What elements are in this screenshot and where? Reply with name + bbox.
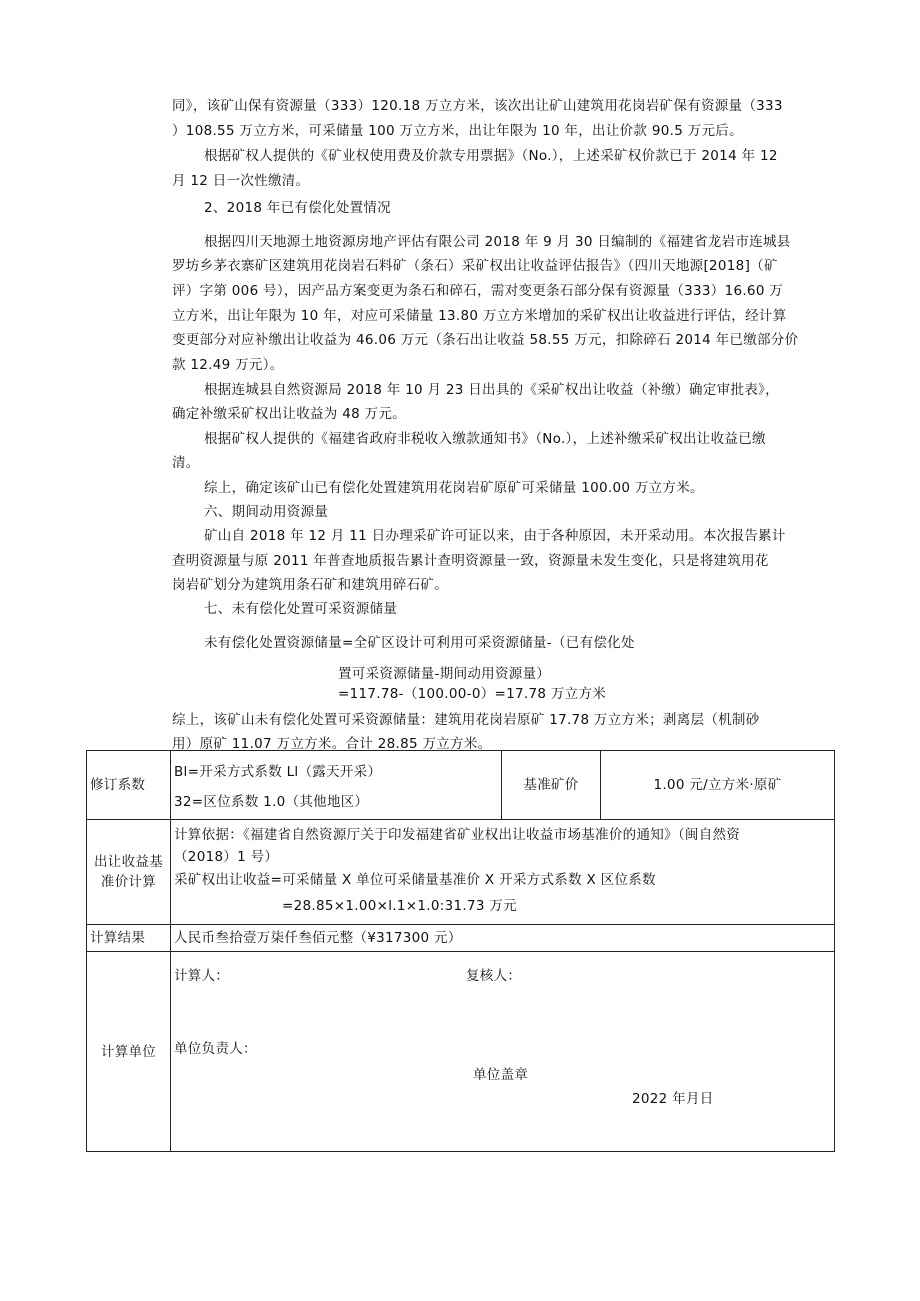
paragraph-line: 评）字第 006 号），因产品方案变更为条石和碎石，需对变更条石部分保有资源量（333）16.60 万 <box>172 283 784 299</box>
seal-label: 单位盖章 <box>473 1067 529 1083</box>
paragraph-line: 根据矿权人提供的《矿业权使用费及价款专用票据》（No.），上述采矿权价款已于 2014 年 12 <box>204 148 778 164</box>
paragraph-line: 用）原矿 11.07 万立方米。合计 28.85 万立方米。 <box>172 736 492 752</box>
calc-result-label: 计算结果 <box>87 925 171 952</box>
paragraph-line: 综上，该矿山未有偿化处置可采资源储量：建筑用花岗岩原矿 17.78 万立方米；剥离层（机制砂 <box>172 712 760 728</box>
calc-result-line: =28.85×1.00×l.1×1.0:31.73 万元 <box>282 898 517 914</box>
paragraph-line: 矿山自 2018 年 12 月 11 日办理采矿许可证以来，由于各种原因，未开采动用。本次报告累计 <box>204 528 786 544</box>
mining-method-coef: Bl=开采方式系数 Ll（露天开采） <box>174 764 382 780</box>
base-price-value: 1.00 元/立方米·原矿 <box>601 751 835 820</box>
paragraph-line: 查明资源量与原 2011 年普查地质报告累计查明资源量一致，资源量未发生变化，只是将建筑用花 <box>172 553 769 569</box>
date-label: 2022 年月日 <box>632 1091 714 1107</box>
section-heading: 七、未有偿化处置可采资源储量 <box>204 601 398 617</box>
calc-basis-doc-no: （2018）1 号） <box>174 849 279 865</box>
paragraph-line: 确定补缴采矿权出让收益为 48 万元。 <box>172 406 406 422</box>
paragraph-line: 根据四川天地源土地资源房地产评估有限公司 2018 年 9 月 30 日编制的《福建省龙岩市连城县 <box>204 234 791 250</box>
formula-result: =117.78-（100.00-0）=17.78 万立方米 <box>338 686 607 702</box>
formula-line: 未有偿化处置资源储量=全矿区设计可利用可采资源储量-（已有偿化处 <box>204 635 635 651</box>
paragraph-line: 综上，确定该矿山已有偿化处置建筑用花岗岩矿原矿可采储量 100.00 万立方米。 <box>204 480 704 496</box>
table-row <box>87 820 835 925</box>
location-coef: 32=区位系数 1.0（其他地区） <box>174 794 369 810</box>
paragraph-line: 罗坊乡茅衣寨矿区建筑用花岗岩石料矿（条石）采矿权出让收益评估报告》（四川天地源[2018]（矿 <box>172 258 778 274</box>
section-heading: 六、期间动用资源量 <box>204 504 329 520</box>
paragraph-line: 款 12.49 万元）。 <box>172 357 284 373</box>
section-heading: 2、2018 年已有偿化处置情况 <box>204 200 392 216</box>
calculation-table <box>86 750 835 1152</box>
base-price-calc-content <box>171 820 835 925</box>
paragraph-line: 根据矿权人提供的《福建省政府非税收入缴款通知书》（No.），上述补缴采矿权出让收益已缴 <box>204 431 766 447</box>
base-price-label: 基准矿价 <box>502 751 601 820</box>
calc-unit-label: 计算单位 <box>87 952 171 1152</box>
paragraph-line: 同》，该矿山保有资源量（333）120.18 万立方米，该次出让矿山建筑用花岗岩矿保有资源量（333 <box>172 98 783 114</box>
unit-head-label: 单位负责人： <box>174 1041 257 1057</box>
label-line: 准价计算 <box>100 874 157 890</box>
base-price-calc-label <box>87 820 171 925</box>
table-row <box>87 751 835 820</box>
paragraph-line: 根据连城县自然资源局 2018 年 10 月 23 日出具的《采矿权出让收益（补缴）确定审批表》， <box>204 382 779 398</box>
paragraph-line: 月 12 日一次性缴清。 <box>172 173 310 189</box>
label-line: 出让收益基 <box>94 854 163 870</box>
calc-unit-content <box>171 952 835 1152</box>
table-row <box>87 925 835 952</box>
calc-result-value: 人民币叁拾壹万柒仟叁佰元整（¥317300 元） <box>171 925 835 952</box>
revision-coef-label: 修订系数 <box>87 751 171 820</box>
paragraph-line: 变更部分对应补缴出让收益为 46.06 万元（条石出让收益 58.55 万元，扣除碎石 2014 年已缴部分价 <box>172 332 799 348</box>
calculator-label: 计算人： <box>174 968 230 984</box>
calc-basis: 计算依据：《福建省自然资源厅关于印发福建省矿业权出让收益市场基准价的通知》（闽自然资 <box>174 827 741 843</box>
paragraph-line: 岗岩矿划分为建筑用条石矿和建筑用碎石矿。 <box>172 577 448 593</box>
revision-coef-values <box>171 751 502 820</box>
calc-formula: 采矿权出让收益=可采储量 X 单位可采储量基准价 X 开采方式系数 X 区位系数 <box>174 872 656 888</box>
reviewer-label: 复核人： <box>466 968 522 984</box>
paragraph-line: 清。 <box>172 455 200 471</box>
paragraph-line: ）108.55 万立方米，可采储量 100 万立方米，出让年限为 10 年，出让价款 90.5 万元后。 <box>172 123 743 139</box>
paragraph-line: 立方米，出让年限为 10 年，对应可采储量 13.80 万立方米增加的采矿权出让收益进行评估，经计算 <box>172 308 787 324</box>
formula-line: 置可采资源储量-期间动用资源量） <box>338 666 551 682</box>
table-row <box>87 952 835 1152</box>
